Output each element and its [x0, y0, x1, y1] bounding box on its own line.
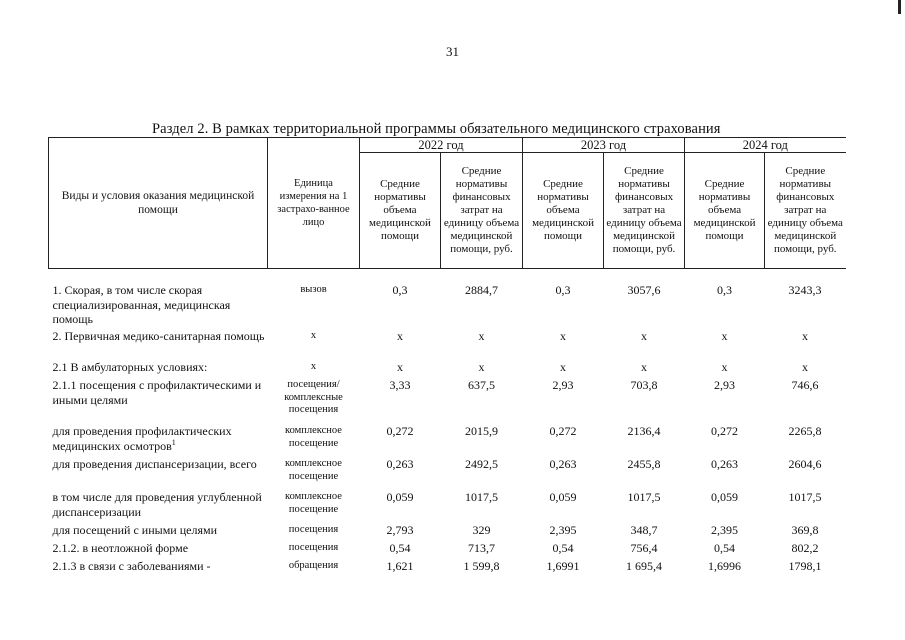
- header-cost-2022: Средние нормативы финансовых затрат на единицу объема медицинской помощи, руб.: [441, 153, 523, 269]
- row-value: 0,059: [386, 490, 414, 504]
- row-value: 637,5: [468, 378, 495, 392]
- row-value: 0,059: [549, 490, 577, 504]
- row-value: 0,263: [386, 457, 414, 471]
- row-unit: обращения: [288, 560, 339, 571]
- row-value: 746,6: [791, 378, 819, 392]
- row-value: x: [802, 329, 809, 343]
- row-value: 2,793: [386, 523, 414, 537]
- row-value: 1017,5: [788, 490, 822, 504]
- row-value: 369,8: [791, 523, 819, 537]
- row-value: x: [560, 360, 567, 374]
- norms-table: [48, 137, 846, 577]
- row-unit: x: [310, 330, 317, 341]
- row-unit: комплексное посещение: [285, 491, 342, 515]
- row-value: 2,395: [711, 523, 739, 537]
- row-value: x: [397, 329, 403, 343]
- row-unit: посещения: [288, 542, 339, 553]
- row-name: 2. Первичная медико-санитарная помощь: [52, 329, 265, 343]
- row-value: x: [721, 329, 728, 343]
- row-value: 2604,6: [788, 457, 822, 471]
- row-value: 1,6996: [708, 559, 742, 573]
- row-value: 1,6991: [546, 559, 580, 573]
- row-value: 0,263: [549, 457, 577, 471]
- row-value: 0,54: [714, 541, 736, 555]
- table-row: [49, 283, 846, 329]
- header-volume-2023: Средние нормативы объема медицинской помощи: [523, 153, 604, 269]
- row-value: 2136,4: [627, 424, 661, 438]
- row-value: x: [397, 360, 403, 374]
- row-value: 0,54: [552, 541, 574, 555]
- row-value: 2492,5: [465, 457, 498, 471]
- row-value: 0,54: [389, 541, 411, 555]
- row-value: x: [478, 360, 485, 374]
- header-cost-2024: Средние нормативы финансовых затрат на единицу объема медицинской помощи, руб.: [765, 153, 846, 269]
- row-value: 2,93: [552, 378, 574, 392]
- row-value: 1017,5: [627, 490, 661, 504]
- table-row: [49, 559, 846, 577]
- row-value: 0,263: [711, 457, 739, 471]
- row-unit: посещения: [288, 524, 339, 535]
- row-value: 3057,6: [627, 283, 661, 297]
- row-value: 2,395: [549, 523, 577, 537]
- row-value: x: [641, 360, 648, 374]
- row-value: 3243,3: [788, 283, 822, 297]
- row-value: 1,621: [386, 559, 414, 573]
- row-name: 2.1 В амбулаторных условиях:: [52, 360, 208, 374]
- table-row: [49, 490, 846, 523]
- footnote-mark: 1: [171, 437, 176, 447]
- row-value: x: [802, 360, 809, 374]
- row-value: 713,7: [468, 541, 495, 555]
- row-value: 1 695,4: [626, 559, 663, 573]
- header-year-2022: 2022 год: [360, 138, 523, 153]
- row-value: 348,7: [630, 523, 658, 537]
- row-value: 1 599,8: [463, 559, 500, 573]
- table-row: [49, 457, 846, 490]
- row-unit: комплексное посещение: [285, 458, 342, 482]
- section-title: Раздел 2. В рамках территориальной программы обязательного медицинского страхования: [152, 121, 721, 137]
- row-value: 2265,8: [788, 424, 822, 438]
- row-value: 2,93: [714, 378, 736, 392]
- row-value: x: [721, 360, 728, 374]
- row-unit: комплексное посещение: [285, 425, 342, 449]
- row-name: для посещений с иными целями: [52, 523, 217, 537]
- header-types: Виды и условия оказания медицинской помощи: [49, 138, 268, 269]
- table-row: [49, 329, 846, 360]
- row-value: 0,3: [717, 283, 733, 297]
- row-value: 0,059: [711, 490, 739, 504]
- row-unit: x: [310, 361, 317, 372]
- row-name: для проведения профилактических медицинских осмотров$^1$: [52, 424, 232, 453]
- row-name: 1. Скорая, в том числе скорая специализированная, медицинская помощь: [52, 283, 231, 326]
- row-name: 2.1.1 посещения с профилактическими и иными целями: [52, 378, 262, 407]
- row-unit: вызов: [300, 284, 327, 295]
- row-value: 0,3: [392, 283, 408, 297]
- row-name: для проведения диспансеризации, всего: [52, 457, 257, 471]
- header-unit: Единица измерения на 1 застрахо-ванное лицо: [268, 138, 360, 269]
- row-value: 756,4: [630, 541, 658, 555]
- table-row: [49, 424, 846, 457]
- row-value: x: [560, 329, 567, 343]
- row-value: 0,272: [386, 424, 414, 438]
- header-volume-2024: Средние нормативы объема медицинской помощи: [685, 153, 765, 269]
- row-name: 2.1.3 в связи с заболеваниями -: [52, 559, 211, 573]
- row-value: 0,3: [555, 283, 571, 297]
- row-value: 1017,5: [465, 490, 498, 504]
- row-value: x: [641, 329, 648, 343]
- table-row: [49, 378, 846, 424]
- row-value: 0,272: [549, 424, 577, 438]
- row-value: x: [478, 329, 485, 343]
- header-year-2023: 2023 год: [523, 138, 685, 153]
- table-row: [49, 360, 846, 378]
- row-value: 0,272: [711, 424, 739, 438]
- header-year-2024: 2024 год: [685, 138, 846, 153]
- row-unit: посещения/ комплексные посещения: [284, 379, 343, 415]
- page-number: 31: [446, 44, 459, 59]
- row-value: 2455,8: [627, 457, 661, 471]
- row-value: 703,8: [630, 378, 658, 392]
- row-value: 329: [472, 523, 491, 537]
- table-body: [49, 283, 846, 577]
- row-name: в том числе для проведения углубленной диспансеризации: [52, 490, 262, 519]
- row-value: 2884,7: [465, 283, 498, 297]
- header-cost-2023: Средние нормативы финансовых затрат на единицу объема медицинской помощи, руб.: [604, 153, 685, 269]
- row-value: 1798,1: [788, 559, 822, 573]
- row-value: 3,33: [389, 378, 411, 392]
- table-row: [49, 541, 846, 559]
- row-name: 2.1.2. в неотложной форме: [52, 541, 189, 555]
- edge-mark: [898, 0, 901, 14]
- header-volume-2022: Средние нормативы объема медицинской помощи: [360, 153, 441, 269]
- row-value: 2015,9: [465, 424, 498, 438]
- row-value: 802,2: [791, 541, 819, 555]
- table-row: [49, 523, 846, 541]
